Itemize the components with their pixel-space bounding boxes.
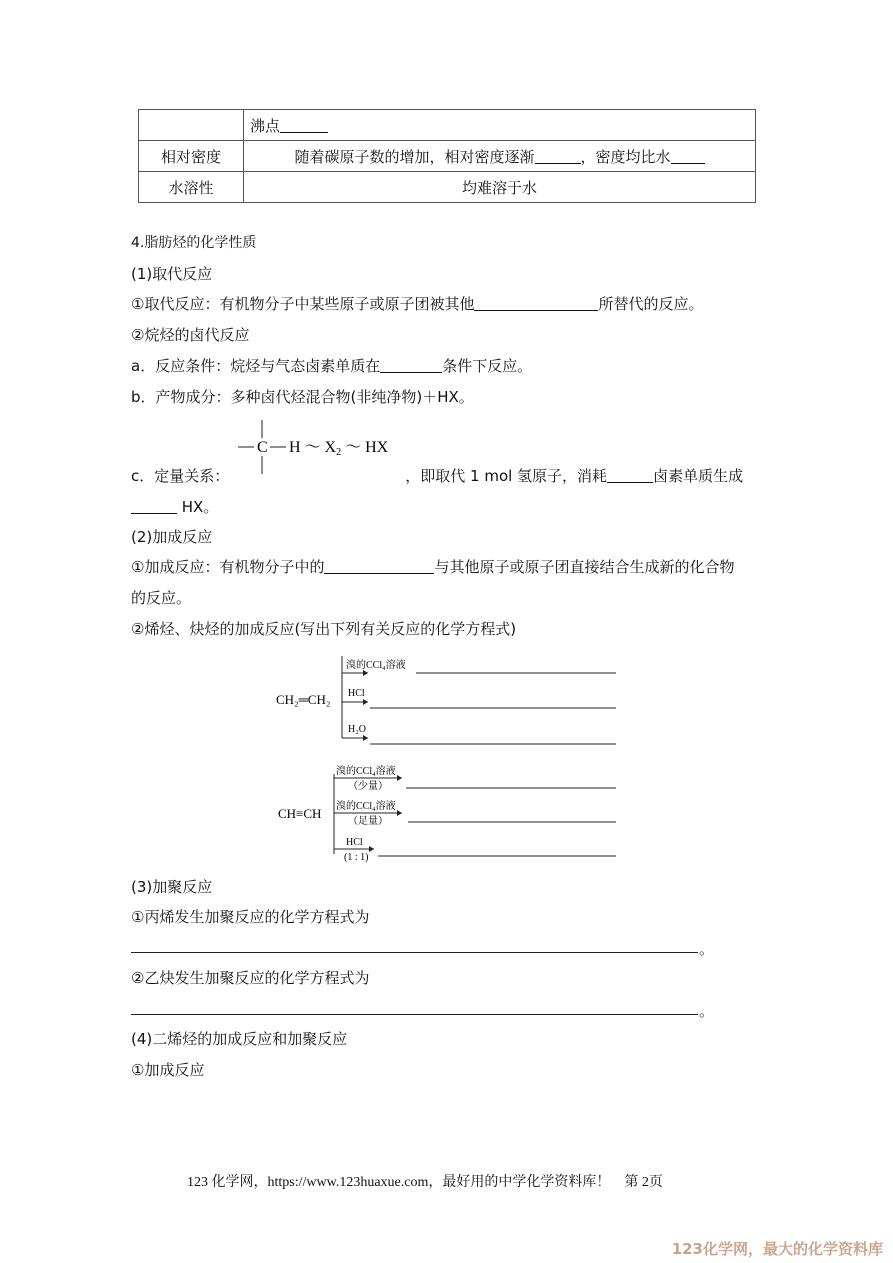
- table-cell-content: 均难溶于水: [244, 172, 756, 203]
- subsection-title: (4)二烯烃的加成反应和加聚反应: [131, 1030, 348, 1048]
- condition-line: [131, 355, 532, 376]
- text: 与其他原子或原子团直接结合生成新的化合物: [434, 558, 735, 576]
- answer-blank: [474, 295, 598, 311]
- subsection-title: (1)取代反应: [131, 265, 213, 283]
- text: ，即取代 1 mol 氢原子，消耗: [405, 467, 608, 485]
- definition-line: [131, 293, 703, 314]
- subsection-title: (3)加聚反应: [131, 878, 213, 896]
- table-row: [139, 172, 756, 203]
- reagent-label: 溴的CCl₄溶液: [336, 766, 396, 777]
- answer-blank: [607, 467, 653, 483]
- answer-line: [131, 952, 698, 953]
- reagent-label: 溴的CCl₄溶液: [336, 801, 396, 812]
- acetylene-formula: CH≡CH: [278, 806, 322, 821]
- properties-table: [138, 109, 756, 203]
- addition-definition: [131, 556, 734, 577]
- table-cell-label: [139, 110, 244, 141]
- subsection-title: (2)加成反应: [131, 528, 213, 546]
- boiling-point-text: 沸点: [250, 116, 281, 135]
- end-mark: 。: [699, 1002, 715, 1020]
- answer-blank: [380, 357, 442, 373]
- product-line: b．产物成分：多种卤代烃混合物(非纯净物)＋HX。: [131, 388, 474, 406]
- section-title: 4.脂肪烃的化学性质: [131, 235, 257, 251]
- table-cell-content: [244, 141, 756, 172]
- end-mark: 。: [699, 940, 715, 958]
- table-row: [139, 110, 756, 141]
- item-title: ②烯烃、炔烃的加成反应(写出下列有关反应的化学方程式): [131, 620, 517, 638]
- text: 所替代的反应。: [598, 295, 704, 313]
- ethylene-formula: CH₂═CH₂: [276, 692, 331, 707]
- answer-blank: [280, 117, 328, 133]
- acetylene-reaction-scheme: [270, 760, 630, 864]
- text: ①加成反应：有机物分子中的: [131, 558, 325, 576]
- reagent-label: H₂O: [348, 724, 366, 735]
- reagent-label: HCl: [348, 688, 365, 699]
- item-title: ①加成反应: [131, 1061, 205, 1079]
- reagent-condition: （少量）: [348, 781, 388, 792]
- reagent-condition: (1 : 1): [344, 852, 369, 863]
- density-text-a: 随着碳原子数的增加，相对密度逐渐: [294, 147, 535, 166]
- answer-blank: [131, 498, 177, 514]
- answer-line: [131, 1014, 698, 1015]
- answer-blank: [671, 148, 705, 164]
- question-text: ②乙炔发生加聚反应的化学方程式为: [131, 969, 370, 987]
- page-footer: 123 化学网，https://www.123huaxue.com，最好用的中学化学资料库！ 第 2页: [187, 1175, 663, 1190]
- table-cell-content: [244, 110, 756, 141]
- formula-rest: H ～ X2 ～ HX: [289, 439, 389, 458]
- addition-definition-cont: 的反应。: [131, 589, 192, 607]
- table-row: [139, 141, 756, 172]
- item-title: ②烷烃的卤代反应: [131, 326, 250, 344]
- table-cell-label: 水溶性: [139, 172, 244, 203]
- watermark: 123化学网，最大的化学资料库: [671, 1240, 883, 1258]
- reagent-condition: （足量）: [348, 816, 388, 827]
- reagent-label: 溴的CCl₄溶液: [346, 660, 406, 671]
- answer-blank: [324, 558, 434, 574]
- text: ①取代反应：有机物分子中某些原子或原子团被其他: [131, 295, 475, 313]
- question-text: ①丙烯发生加聚反应的化学方程式为: [131, 908, 370, 926]
- text: c．定量关系：: [131, 467, 230, 485]
- text: 条件下反应。: [442, 357, 533, 375]
- quantity-line-2: [131, 496, 218, 517]
- text: HX。: [181, 498, 219, 516]
- arrow-head: [363, 699, 368, 705]
- density-text-b: ，密度均比水: [580, 147, 671, 166]
- table-cell-label: 相对密度: [139, 141, 244, 172]
- text: 卤素单质生成: [653, 467, 744, 485]
- text: a．反应条件：烷烃与气态卤素单质在: [131, 357, 381, 375]
- arrow-head: [369, 846, 374, 852]
- carbon-atom: C: [257, 439, 268, 456]
- quantity-line: [131, 465, 743, 486]
- answer-blank: [535, 148, 581, 164]
- ethylene-reaction-scheme: [270, 646, 630, 750]
- arrow-head: [397, 775, 402, 781]
- arrow-head: [363, 735, 368, 741]
- arrow-head: [397, 810, 402, 816]
- reagent-label: HCl: [346, 837, 363, 848]
